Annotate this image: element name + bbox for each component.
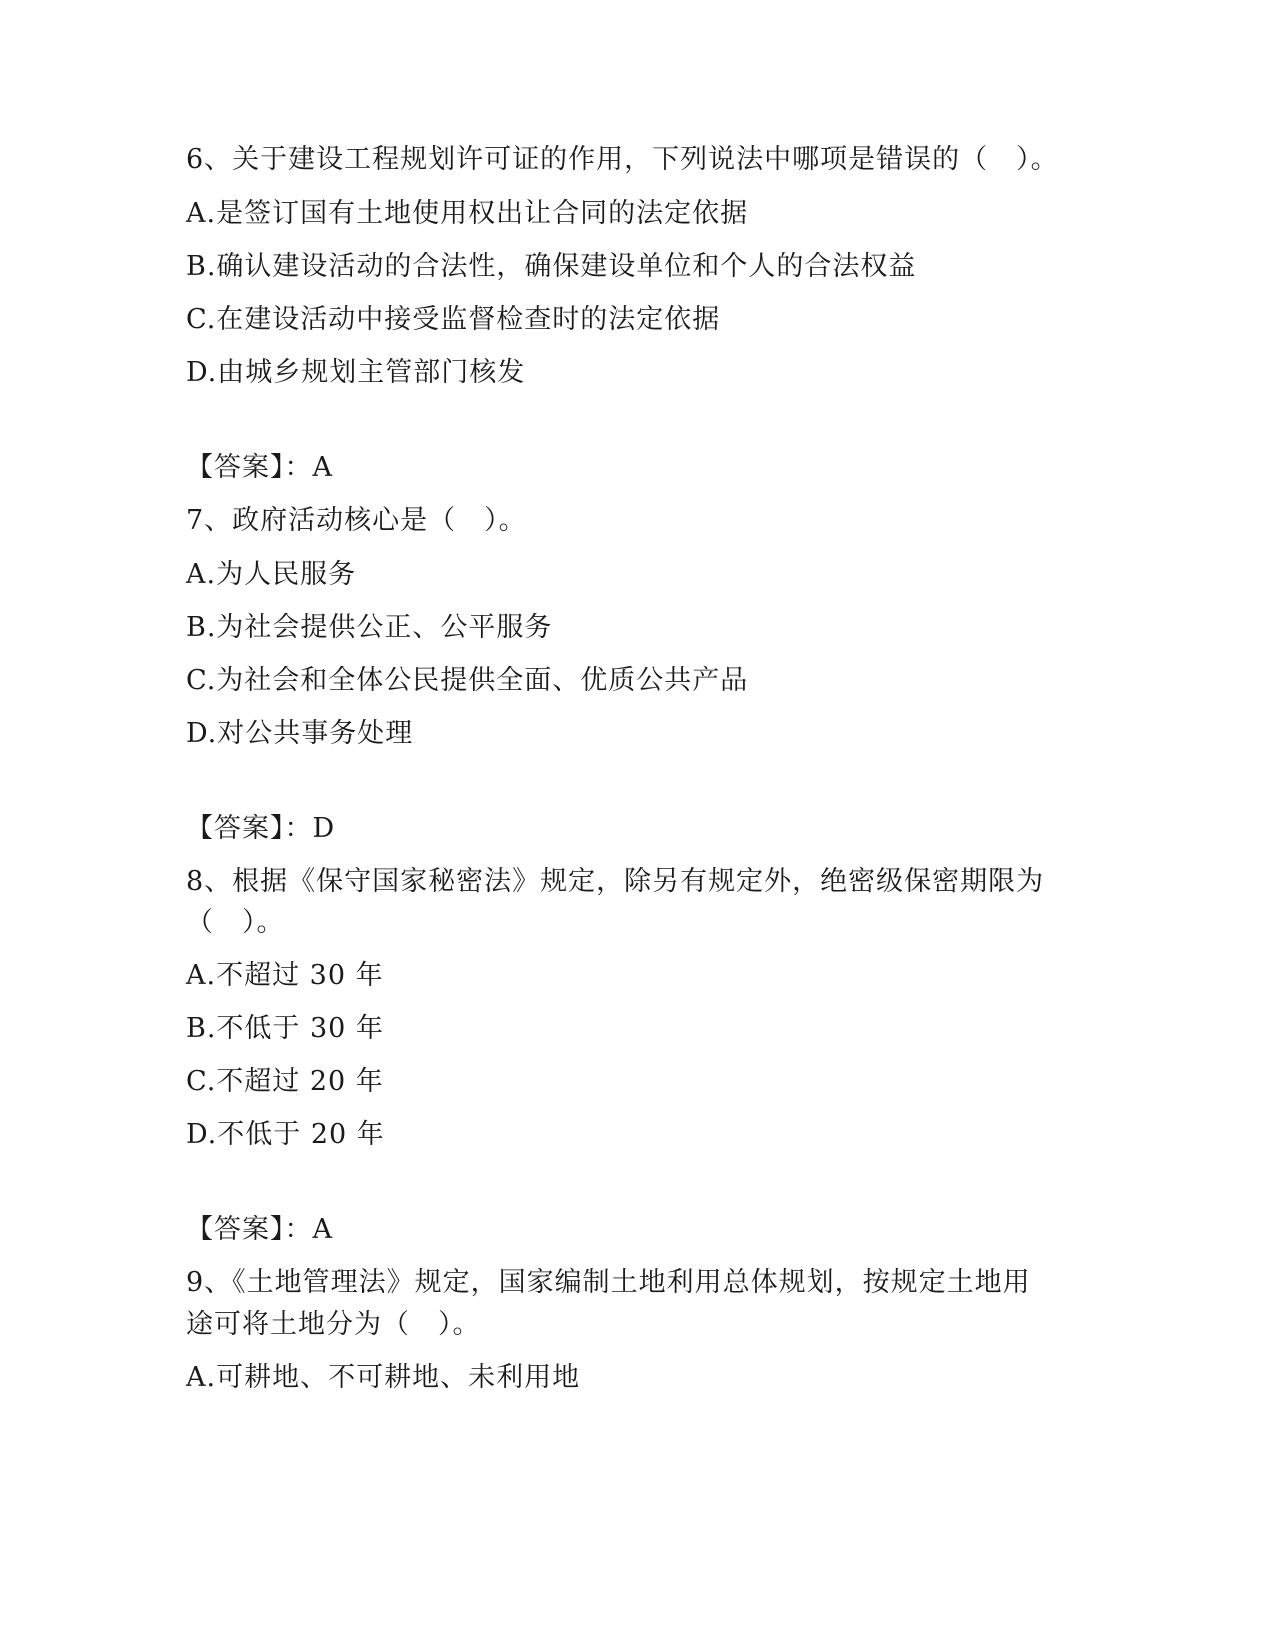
question-6-option-c: C.在建设活动中接受监督检查时的法定依据 xyxy=(186,304,721,335)
question-8-stem-line-1: 8、根据《保守国家秘密法》规定，除另有规定外，绝密级保密期限为 xyxy=(186,866,1045,897)
question-8-stem-line-2: （ ）。 xyxy=(186,907,285,938)
question-8-option-a: A.不超过 30 年 xyxy=(186,960,384,991)
question-6-option-d: D.由城乡规划主管部门核发 xyxy=(186,357,526,388)
question-8-option-d: D.不低于 20 年 xyxy=(186,1119,385,1150)
question-6-option-a: A.是签订国有土地使用权出让合同的法定依据 xyxy=(186,198,749,229)
question-9-stem-line-1: 9、《土地管理法》规定，国家编制土地利用总体规划，按规定土地用 xyxy=(186,1267,1031,1298)
question-7-answer: 【答案】：D xyxy=(186,813,336,844)
question-8-option-b: B.不低于 30 年 xyxy=(186,1013,384,1044)
question-7-option-b: B.为社会提供公正、公平服务 xyxy=(186,612,553,643)
question-8-option-c: C.不超过 20 年 xyxy=(186,1066,384,1097)
question-7-option-d: D.对公共事务处理 xyxy=(186,718,414,749)
question-7-stem: 7、政府活动核心是（ ）。 xyxy=(186,505,527,536)
question-8-answer: 【答案】：A xyxy=(186,1214,333,1245)
question-6-option-b: B.确认建设活动的合法性，确保建设单位和个人的合法权益 xyxy=(186,251,917,282)
question-6-answer: 【答案】：A xyxy=(186,452,333,483)
question-9-option-a: A.可耕地、不可耕地、未利用地 xyxy=(186,1362,581,1393)
question-6-stem: 6、关于建设工程规划许可证的作用，下列说法中哪项是错误的（ ）。 xyxy=(186,144,1059,175)
question-7-option-c: C.为社会和全体公民提供全面、优质公共产品 xyxy=(186,665,749,696)
question-7-option-a: A.为人民服务 xyxy=(186,559,357,590)
question-9-stem-line-2: 途可将土地分为（ ）。 xyxy=(186,1309,481,1340)
